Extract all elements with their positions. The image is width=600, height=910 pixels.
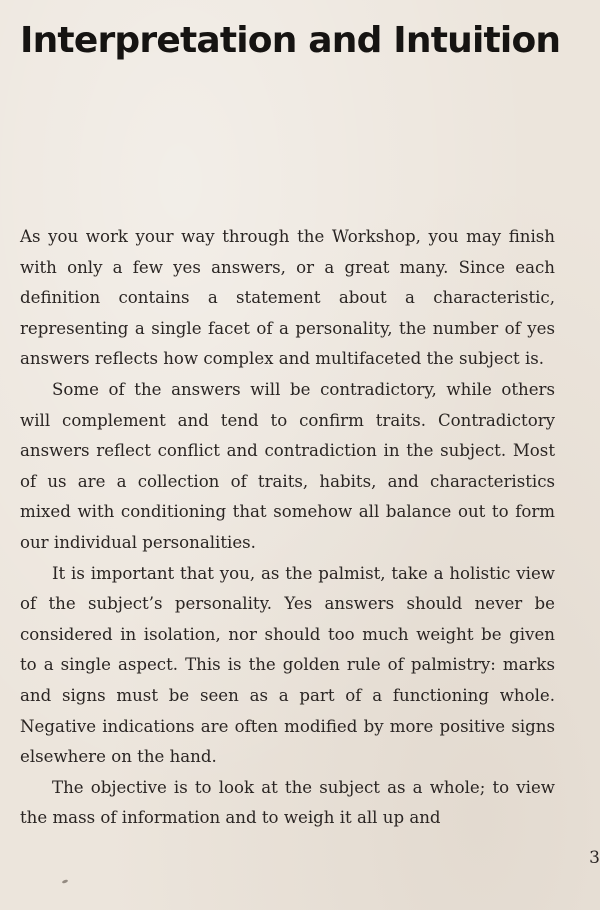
show-through-text — [255, 70, 595, 110]
paragraph-3: It is important that you, as the palmist, take a holistic view of the subject’s personality. Yes answers should never be considered in isolation, nor should too much weight be given to a single aspect. This is the golden rule of palmistry: marks and signs must be seen as a part of a functioning whole. Negative indications are often modified by more positive signs elsewhere on the hand. — [20, 563, 555, 767]
paragraph-2: Some of the answers will be contradictory, while others will complement and tend to confirm traits. Contradictory answers reflect conflict and contradiction in the subject. Most of us are a collection of traits, habits, and characteristics mixed with conditioning that somehow all balance out to form our individual personalities. — [20, 379, 555, 552]
page-title: Interpretation and Intuition — [20, 20, 561, 61]
page-number: 3 — [589, 848, 600, 868]
paper-speck — [62, 879, 69, 884]
paragraph-4: The objective is to look at the subject as a whole; to view the mass of information and to weigh it all up and — [20, 777, 555, 828]
paragraph-1: As you work your way through the Workshop, you may finish with only a few yes answers, or a great many. Since each definition contains a statement about a characteristic, representing a single facet of a personality, the number of yes answers reflects how complex and multifaceted the subject is. — [20, 227, 555, 369]
body-text — [20, 222, 555, 834]
